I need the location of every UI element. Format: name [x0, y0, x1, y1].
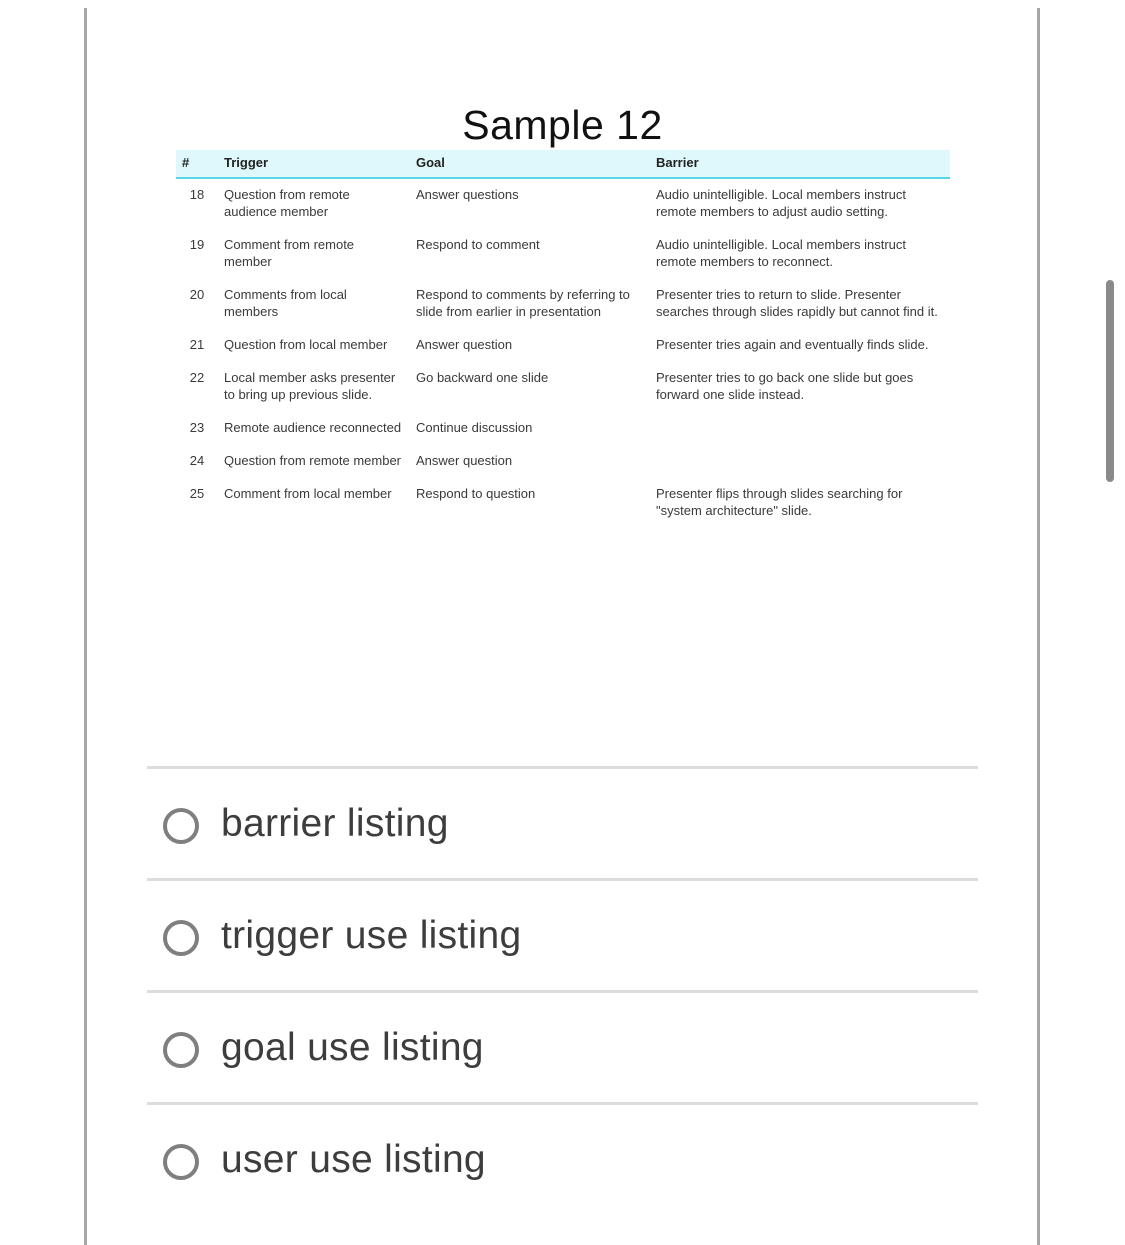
question-title: Sample 12	[462, 102, 663, 148]
row-number: 18	[189, 187, 205, 202]
row-goal: Answer question	[416, 337, 513, 352]
row-number: 23	[189, 420, 205, 435]
table-row	[176, 229, 950, 279]
row-number: 24	[189, 453, 205, 468]
table-row	[176, 329, 950, 362]
row-number: 22	[189, 370, 205, 385]
table-row	[176, 478, 950, 528]
row-goal: Respond to question	[416, 486, 536, 501]
radio-button[interactable]	[163, 1144, 199, 1180]
option-label[interactable]: user use listing	[221, 1137, 486, 1181]
header-trigger: Trigger	[224, 155, 269, 170]
answer-options	[147, 766, 978, 1214]
row-goal: Answer question	[416, 453, 513, 468]
row-trigger: Comments from local members	[224, 287, 347, 319]
row-barrier: Presenter tries to return to slide. Presenter searches through slides rapidly but cannot find it.	[656, 287, 938, 319]
row-barrier: Audio unintelligible. Local members instruct remote members to reconnect.	[656, 237, 907, 269]
row-trigger: Question from local member	[224, 337, 388, 352]
radio-button[interactable]	[163, 920, 199, 956]
sample-table	[176, 150, 950, 528]
row-trigger: Remote audience reconnected	[224, 420, 402, 435]
table-row	[176, 412, 950, 445]
row-barrier: Presenter tries to go back one slide but goes forward one slide instead.	[656, 370, 914, 402]
header-number: #	[182, 155, 190, 170]
row-goal: Continue discussion	[416, 420, 533, 435]
option-label[interactable]: trigger use listing	[221, 913, 522, 957]
row-number: 20	[189, 287, 205, 302]
row-barrier: Presenter flips through slides searching for "system architecture" slide.	[656, 486, 903, 518]
row-barrier	[650, 445, 950, 478]
option-label[interactable]: barrier listing	[221, 801, 449, 845]
table-row	[176, 178, 950, 229]
row-trigger: Question from remote audience member	[224, 187, 350, 219]
option-trigger-use-listing[interactable]	[147, 878, 978, 990]
row-goal: Answer questions	[416, 187, 519, 202]
row-trigger: Comment from remote member	[224, 237, 355, 269]
row-barrier	[650, 412, 950, 445]
row-trigger: Local member asks presenter to bring up previous slide.	[224, 370, 396, 402]
table-row	[176, 279, 950, 329]
row-trigger: Comment from local member	[224, 486, 392, 501]
row-goal: Respond to comments by referring to slide from earlier in presentation	[416, 287, 630, 319]
table-header-row	[176, 150, 950, 178]
table-row	[176, 445, 950, 478]
row-barrier: Presenter tries again and eventually finds slide.	[656, 337, 929, 352]
option-user-use-listing[interactable]	[147, 1102, 978, 1214]
row-barrier: Audio unintelligible. Local members instruct remote members to adjust audio setting.	[656, 187, 907, 219]
row-number: 21	[189, 337, 205, 352]
row-number: 19	[189, 237, 205, 252]
row-goal: Respond to comment	[416, 237, 540, 252]
header-goal: Goal	[416, 155, 445, 170]
row-trigger: Question from remote member	[224, 453, 402, 468]
radio-button[interactable]	[163, 808, 199, 844]
option-barrier-listing[interactable]	[147, 766, 978, 878]
radio-button[interactable]	[163, 1032, 199, 1068]
header-barrier: Barrier	[656, 155, 699, 170]
scrollbar-thumb[interactable]	[1106, 280, 1114, 482]
option-goal-use-listing[interactable]	[147, 990, 978, 1102]
option-label[interactable]: goal use listing	[221, 1025, 484, 1069]
table-row	[176, 362, 950, 412]
row-goal: Go backward one slide	[416, 370, 549, 385]
row-number: 25	[189, 486, 205, 501]
